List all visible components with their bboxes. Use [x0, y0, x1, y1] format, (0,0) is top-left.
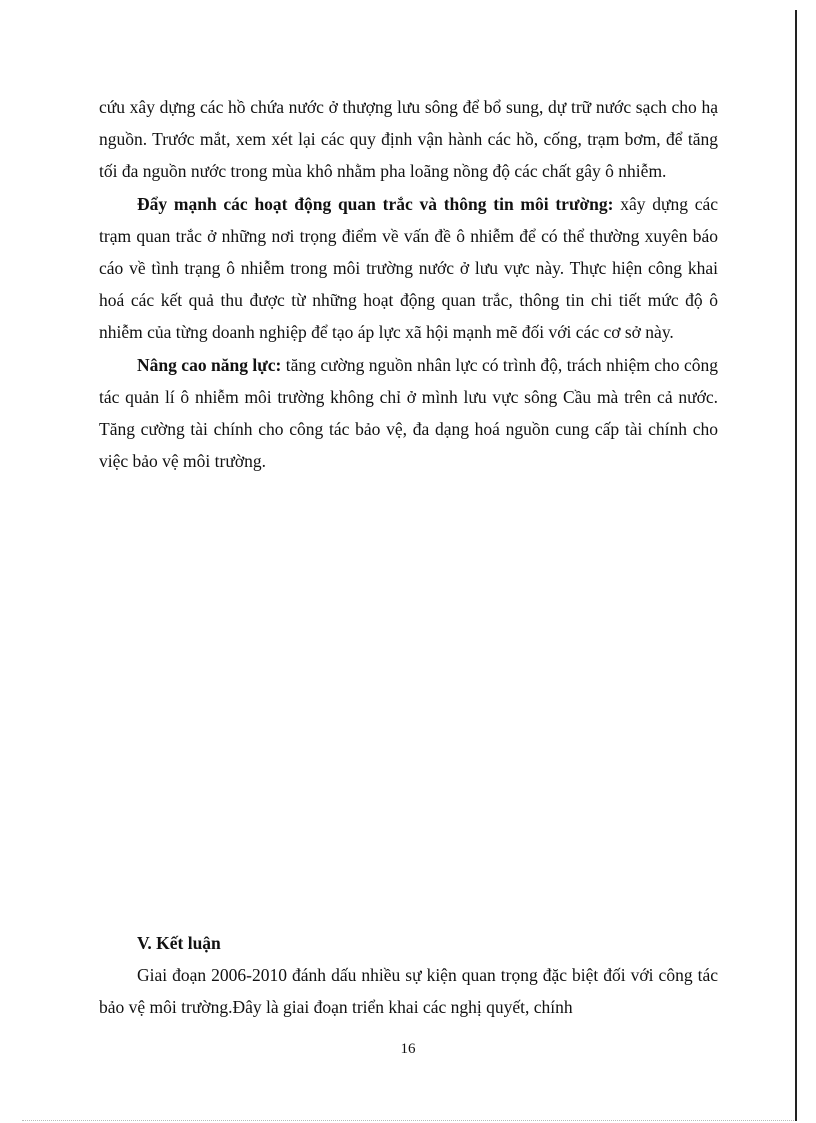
- capacity-text: tăng cường nguồn nhân lực có trình độ, trách nhiệm cho công tác quản lí ô nhiễm môi trường không chỉ ở mình lưu vực sông Cầu mà trên cả nước. Tăng cường tài chính cho công tác bảo vệ, đa dạng hoá nguồn cung cấp tài chính cho việc bảo vệ môi trường.: [99, 354, 718, 472]
- conclusion-paragraph: Giai đoạn 2006-2010 đánh dấu nhiều sự kiện quan trọng đặc biệt đối với công tác bảo vệ môi trường.Đây là giai đoạn triển khai các nghị quyết, chính: [99, 965, 718, 1018]
- page-bottom-divider: [22, 1120, 794, 1121]
- capacity-paragraph: [99, 349, 718, 478]
- capacity-lead: Nâng cao năng lực:: [137, 354, 282, 375]
- continuation-paragraph: cứu xây dựng các hồ chứa nước ở thượng lưu sông để bổ sung, dự trữ nước sạch cho hạ nguồn. Trước mắt, xem xét lại các quy định vận hành các hồ, cống, trạm bơm, để tăng tối đa nguồn nước trong mùa khô nhằm pha loãng nồng độ các chất gây ô nhiễm.: [99, 97, 718, 182]
- monitoring-text: xây dựng các trạm quan trắc ở những nơi trọng điểm về vấn đề ô nhiễm để có thể thường xuyên báo cáo về tình trạng ô nhiễm trong môi trường nước ở lưu vực này. Thực hiện công khai hoá các kết quả thu được từ những hoạt động quan trắc, thông tin chi tiết mức độ ô nhiễm của từng doanh nghiệp để tạo áp lực xã hội mạnh mẽ đối với các cơ sở này.: [99, 193, 718, 343]
- page-number: 16: [400, 1041, 416, 1057]
- section-heading: V. Kết luận: [137, 933, 221, 953]
- document-body: [99, 91, 718, 477]
- monitoring-paragraph: [99, 188, 718, 349]
- monitoring-lead: Đẩy mạnh các hoạt động quan trắc và thông tin môi trường:: [137, 193, 614, 214]
